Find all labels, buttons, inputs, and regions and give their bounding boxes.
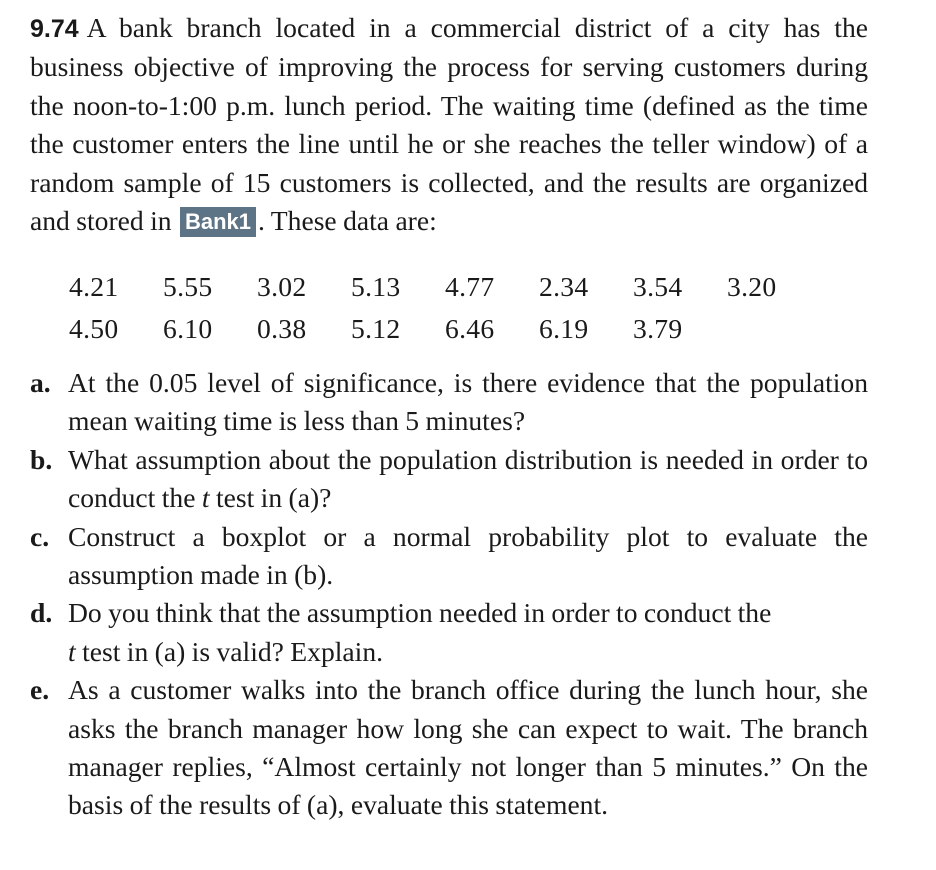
question-text-end: test in (a)? xyxy=(215,482,332,514)
data-value: 3.20 xyxy=(727,271,777,302)
question-text: At the 0.05 level of significance, is there evidence that the population mean waiting time is less than 5 minutes? xyxy=(68,367,868,437)
question-a xyxy=(30,364,868,441)
data-values-table xyxy=(69,266,821,350)
data-value: 3.02 xyxy=(257,271,307,302)
t-symbol: t xyxy=(68,635,76,667)
question-e xyxy=(30,671,868,825)
data-value: 4.50 xyxy=(69,313,119,344)
data-value: 4.21 xyxy=(69,271,119,302)
data-row-1 xyxy=(69,266,821,308)
data-value: 5.55 xyxy=(163,271,213,302)
question-text: Construct a boxplot or a normal probability plot to evaluate the assumption made in (b). xyxy=(68,520,868,591)
data-value: 3.54 xyxy=(633,271,683,302)
data-row-2 xyxy=(69,308,821,350)
problem-number: 9.74 xyxy=(30,15,79,43)
question-letter: d. xyxy=(30,597,53,629)
question-letter: c. xyxy=(30,520,50,552)
question-letter: a. xyxy=(30,367,51,398)
problem-statement xyxy=(30,9,868,240)
data-value: 4.77 xyxy=(445,271,495,302)
data-value: 5.12 xyxy=(351,313,401,344)
data-value: 6.46 xyxy=(445,313,495,344)
t-symbol: t xyxy=(201,482,210,514)
problem-intro-text: A bank branch located in a commercial district of a city has the business objective of improving the process for serving customers during the noon-to-1:00 p.m. lunch period. The waiting time (defined as the time the customer enters the line until he or she reaches the teller window) of a random sample of 15 customers is collected, and the results are organized and stored in xyxy=(30,12,868,237)
data-value: 6.19 xyxy=(539,313,589,344)
question-list xyxy=(30,364,868,825)
data-value: 2.34 xyxy=(539,271,589,302)
dataset-tag: Bank1 xyxy=(180,207,256,237)
question-d xyxy=(30,594,868,671)
question-text: Do you think that the assumption needed in order to conduct the xyxy=(68,597,772,629)
question-text: What assumption about the population distribution is needed in order to conduct the xyxy=(68,443,868,514)
question-c xyxy=(30,518,868,595)
question-text: As a customer walks into the branch office during the lunch hour, she asks the branch manager how long she can expect to wait. The branch manager replies, “Almost certainly not longer than 5 minutes.” On the basis of the results of (a), evaluate this statement. xyxy=(68,674,868,821)
question-letter: b. xyxy=(30,443,53,475)
problem-intro-end: . These data are: xyxy=(258,205,437,237)
data-value: 5.13 xyxy=(351,271,401,302)
data-value: 0.38 xyxy=(257,313,307,344)
question-b xyxy=(30,441,868,518)
question-text-end: test in (a) is valid? Explain. xyxy=(82,635,384,667)
data-value: 6.10 xyxy=(163,313,213,344)
data-value: 3.79 xyxy=(633,313,683,344)
question-letter: e. xyxy=(30,674,50,706)
